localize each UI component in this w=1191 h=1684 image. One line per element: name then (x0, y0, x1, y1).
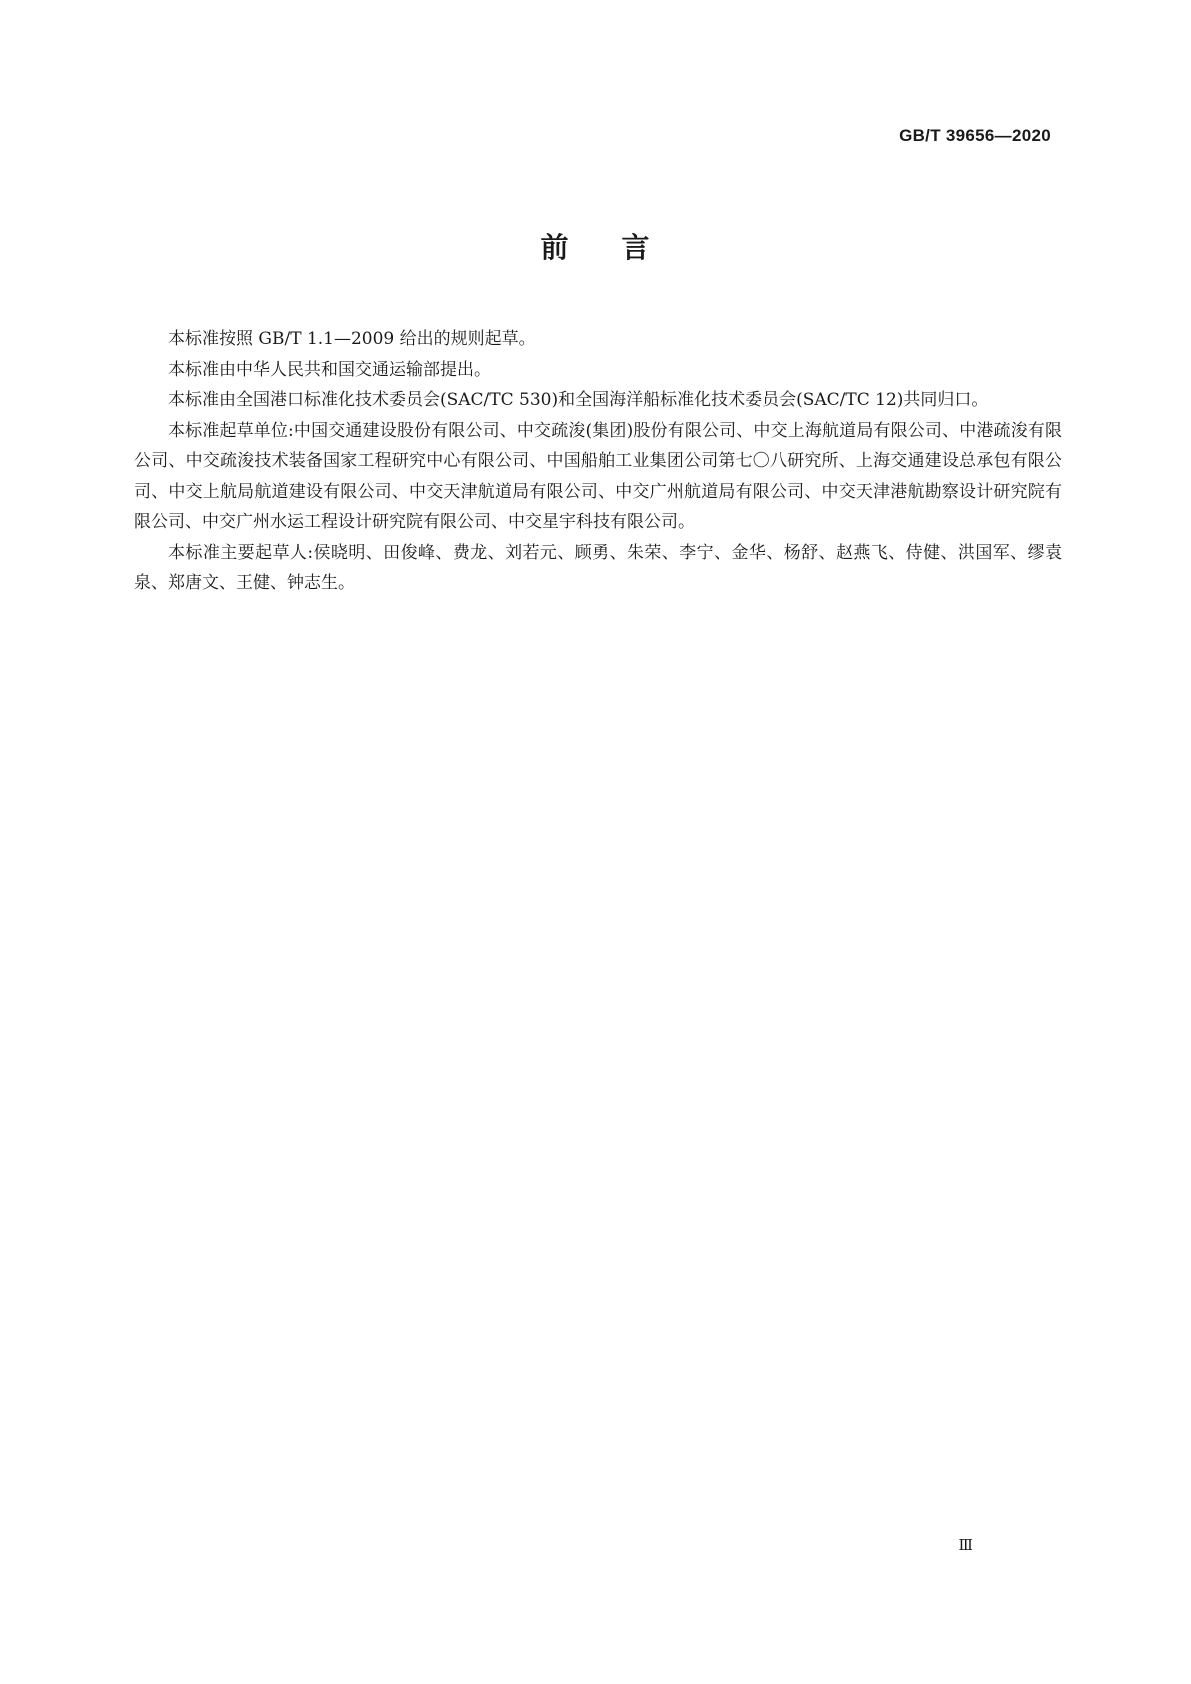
title-char-2: 言 (621, 231, 651, 264)
paragraph-drafters: 本标准主要起草人:侯晓明、田俊峰、费龙、刘若元、顾勇、朱荣、李宁、金华、杨舒、赵燕飞、侍健、洪国军、缪袁泉、郑唐文、王健、钟志生。 (134, 542, 1062, 593)
title-char-1: 前 (540, 231, 570, 264)
paragraph-administration: 本标准由全国港口标准化技术委员会(SAC/TC 530)和全国海洋船标准化技术委员会(SAC/TC 12)共同归口。 (168, 390, 989, 410)
page-title (0, 226, 1191, 266)
paragraph-drafting-units: 本标准起草单位:中国交通建设股份有限公司、中交疏浚(集团)股份有限公司、中交上海航道局有限公司、中港疏浚有限公司、中交疏浚技术装备国家工程研究中心有限公司、中国船舶工业集团公司第七〇八研究所、上海交通建设总承包有限公司、中交上航局航道建设有限公司、中交天津航道局有限公司、中交广州航道局有限公司、中交天津港航勘察设计研究院有限公司、中交广州水运工程设计研究院有限公司、中交星宇科技有限公司。 (134, 420, 1062, 532)
paragraph-drafting-rules: 本标准按照 GB/T 1.1—2009 给出的规则起草。 (168, 329, 536, 349)
paragraph-proposer: 本标准由中华人民共和国交通运输部提出。 (168, 359, 491, 380)
page-number: Ⅲ (958, 1536, 973, 1554)
foreword-body (134, 324, 1062, 599)
standard-code: GB/T 39656—2020 (899, 126, 1051, 145)
